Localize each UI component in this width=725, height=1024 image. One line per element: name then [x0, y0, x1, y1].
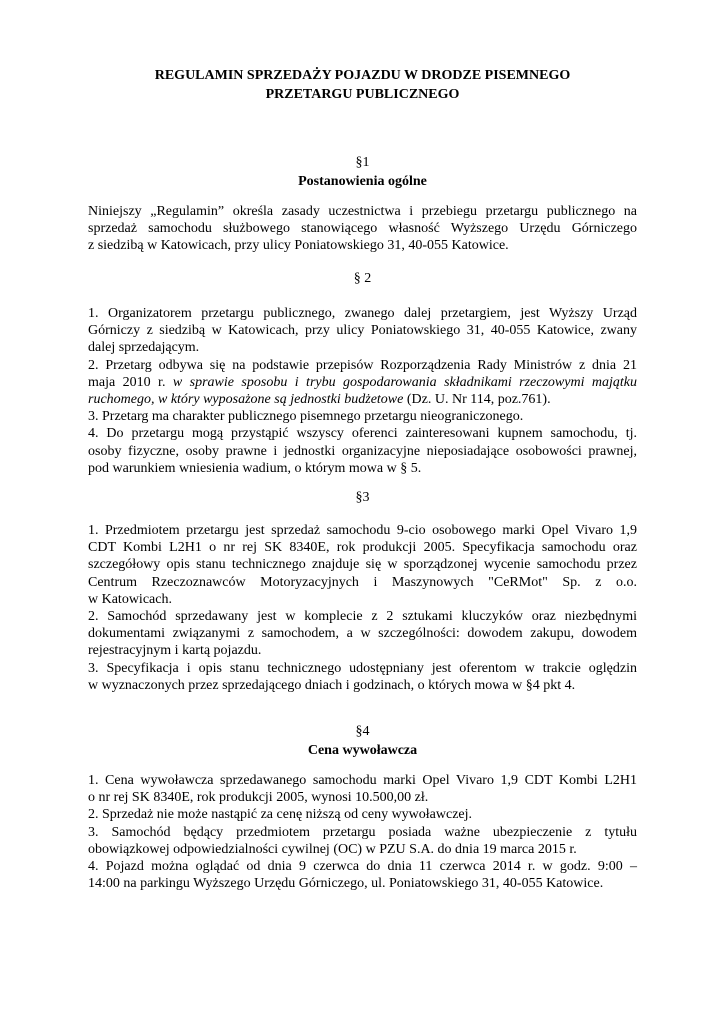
section-1-heading — [90, 153, 635, 191]
section-4-line: 4. Pojazd można oglądać od dnia 9 czerwca do dnia 11 czerwca 2014 r. w godz. 9:00 – — [88, 859, 637, 875]
section-3-line: Centrum Rzeczoznawców Motoryzacyjnych i Maszynowych "CeRMot" Sp. z o.o. — [88, 574, 637, 590]
section-1-symbol: §1 — [355, 155, 370, 170]
section-3-line: dokumentami związanymi z samochodem, a w szczególności: dowodem zakupu, dowodem — [88, 626, 637, 642]
section-3-symbol: §3 — [355, 490, 370, 505]
section-1-paragraph — [88, 203, 637, 255]
section-4-line: 1. Cena wywoławcza sprzedawanego samochodu marki Opel Vivaro 1,9 CDT Kombi L2H1 — [88, 773, 637, 788]
section-3-line: 3. Specyfikacja i opis stanu technicznego udostępniany jest oferentom w trakcie oględzin — [88, 660, 637, 676]
section-4-line: o nr rej SK 8340E, rok produkcji 2005, wynosi 10.500,00 zł. — [88, 790, 429, 806]
section-2-line: 4. Do przetargu mogą przystąpić wszyscy oferenci zainteresowani kupnem samochodu, tj. — [88, 426, 637, 442]
section-2-line: 3. Przetarg ma charakter publicznego pisemnego przetargu nieograniczonego. — [88, 409, 524, 425]
section-3-line: 2. Samochód sprzedawany jest w komplecie z 2 sztukami kluczyków oraz niezbędnymi — [88, 609, 637, 625]
section-2-line-legal-pre: maja 2010 r. — [88, 374, 173, 390]
section-3-paragraph — [88, 522, 637, 694]
section-1-title: Postanowienia ogólne — [298, 174, 427, 189]
section-4-symbol: §4 — [355, 724, 370, 739]
section-4-line: 2. Sprzedaż nie może nastąpić za cenę niższą od ceny wywoławczej. — [88, 807, 473, 823]
section-3-line: rejestracyjnym i kartą pojazdu. — [88, 643, 262, 659]
section-4-line: obowiązkowej odpowiedzialności cywilnej (OC) w PZU S.A. do dnia 19 marca 2015 r. — [88, 841, 577, 857]
section-2-paragraph — [88, 305, 637, 477]
section-3-heading — [90, 488, 635, 507]
section-1-line: sprzedaż samochodu służbowego stanowiącego własność Wyższego Urzędu Górniczego — [88, 221, 637, 237]
section-2-symbol: § 2 — [353, 271, 372, 286]
section-2-line-legal — [88, 374, 637, 391]
title-line-2: PRZETARGU PUBLICZNEGO — [265, 87, 460, 102]
section-2-line-legal-cont — [88, 391, 637, 408]
section-2-regulation-title: w sprawie sposobu i trybu gospodarowania składnikami rzeczowymi majątku — [172, 374, 638, 390]
section-3-line: w Katowicach. — [88, 591, 172, 607]
section-2-heading — [90, 269, 635, 288]
section-2-line: 2. Przetarg odbywa się na podstawie przepisów Rozporządzenia Rady Ministrów z dnia 21 — [88, 357, 637, 373]
section-2-line: Górniczy z siedzibą w Katowicach, przy ulicy Poniatowskiego 31, 40-055 Katowice, zwany — [88, 323, 637, 339]
section-3-line: 1. Przedmiotem przetargu jest sprzedaż samochodu 9-cio osobowego marki Opel Vivaro 1,9 — [88, 523, 637, 538]
section-2-line: dalej sprzedającym. — [88, 340, 200, 356]
section-2-line: 1. Organizatorem przetargu publicznego, zwanego dalej przetargiem, jest Wyższy Urząd — [88, 306, 637, 321]
document-title — [90, 66, 635, 104]
section-4-heading — [90, 722, 635, 760]
section-2-line: osoby fizyczne, osoby prawne i jednostki organizacyjne nieposiadające osobowości prawnej, — [88, 443, 637, 459]
section-4-line: 14:00 na parkingu Wyższego Urzędu Górniczego, ul. Poniatowskiego 31, 40-055 Katowice. — [88, 876, 604, 892]
section-4-title: Cena wywoławcza — [307, 743, 418, 758]
title-line-1: REGULAMIN SPRZEDAŻY POJAZDU W DRODZE PISEMNEGO — [154, 68, 571, 83]
section-4-line: 3. Samochód będący przedmiotem przetargu posiada ważne ubezpieczenie z tytułu — [88, 824, 637, 840]
section-3-line: szczegółowy opis stanu technicznego znajduje się w sporządzonej wycenie samochodu przez — [88, 557, 637, 573]
section-2-regulation-title-cont: ruchomego, w który wyposażone są jednostki budżetowe — [88, 392, 404, 408]
section-1-line: Niniejszy „Regulamin” określa zasady uczestnictwa i przebiegu przetargu publicznego na — [88, 204, 637, 219]
section-2-citation: (Dz. U. Nr 114, poz.761). — [403, 392, 551, 408]
section-2-line: pod warunkiem wniesienia wadium, o którym mowa w § 5. — [88, 460, 422, 476]
section-4-paragraph — [88, 772, 637, 892]
section-3-line: CDT Kombi L2H1 o nr rej SK 8340E, rok produkcji 2005. Specyfikacja samochodu oraz — [88, 540, 637, 556]
section-1-line: z siedzibą w Katowicach, przy ulicy Poniatowskiego 31, 40-055 Katowice. — [88, 238, 509, 254]
section-3-line: w wyznaczonych przez sprzedającego dniach i godzinach, o których mowa w §4 pkt 4. — [88, 677, 576, 693]
